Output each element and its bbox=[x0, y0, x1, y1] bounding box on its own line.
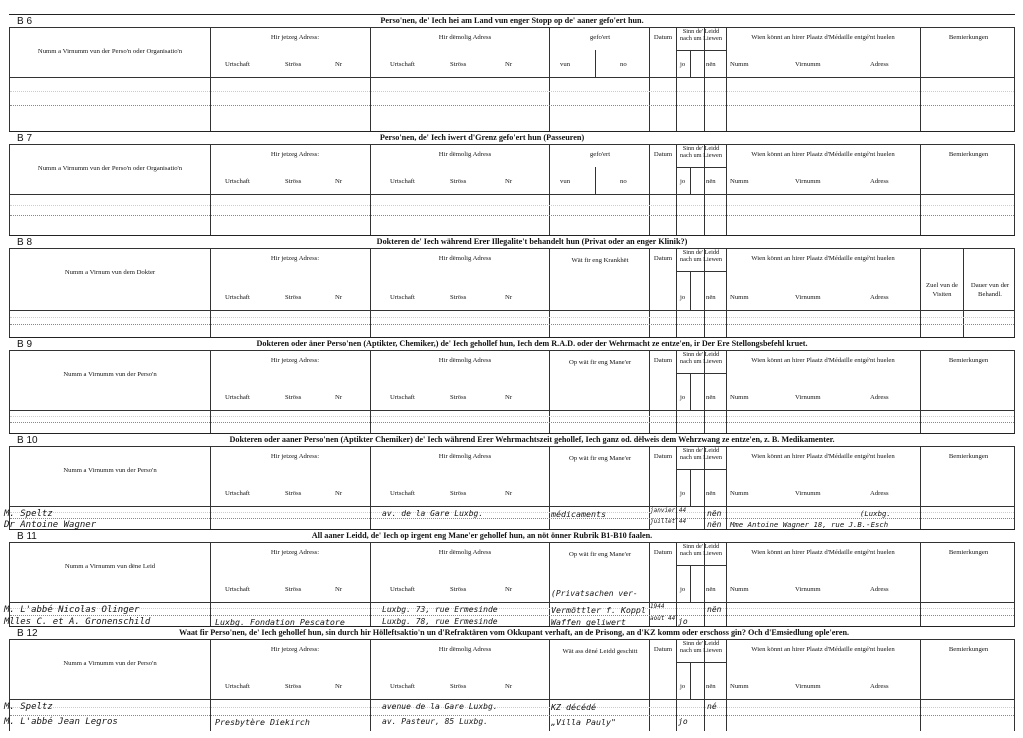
column-4b-label: no bbox=[620, 61, 627, 68]
entry-current-address: Presbytère Diekirch bbox=[215, 717, 310, 727]
nen-label: nën bbox=[706, 490, 716, 497]
datum-label: Datum bbox=[653, 151, 673, 158]
header-sub-rule bbox=[676, 469, 726, 470]
jo-label: jo bbox=[680, 394, 686, 401]
section-title: Perso'nen, de' Iech hei am Land vun enger Stopp op de' aaner gefo'ert hun. bbox=[380, 16, 644, 25]
entry-name: Dr Antoine Wagner bbox=[4, 520, 97, 530]
section-title: Perso'nen, de' Iech iwert d'Grenz gefo'ert hun (Passeuren) bbox=[379, 133, 585, 142]
address-then-label: Hir dëmolig Adress bbox=[438, 255, 492, 262]
datum-label: Datum bbox=[653, 357, 673, 364]
entry-medal-recipient: (Luxbg. bbox=[860, 509, 891, 518]
address-now-label: Hir jetzeg Adress: bbox=[270, 646, 320, 653]
section-title: All aaner Leidd, de' Iech op irgent eng Mane'er gehollef hun, an nöt önner Rubrik B1-B10 faalen. bbox=[311, 531, 653, 540]
section-b9 bbox=[9, 337, 1015, 434]
row-line bbox=[10, 324, 1014, 325]
address-now-c: Nr bbox=[335, 683, 343, 690]
address-then-c: Nr bbox=[505, 294, 513, 301]
entry-name: M. Speltz bbox=[4, 509, 53, 519]
column-rule bbox=[370, 640, 371, 731]
address-now-label: Hir jetzeg Adress: bbox=[270, 34, 320, 41]
section-code: B 11 bbox=[17, 531, 37, 542]
address-then-b: Ströss bbox=[450, 294, 467, 301]
medal-recipient-label: Wien könnt an hirer Plaatz d'Médaille entgé'nt huelen bbox=[751, 646, 895, 653]
row-line bbox=[10, 615, 1014, 616]
section-table bbox=[4, 446, 1015, 530]
column-rule bbox=[210, 640, 211, 731]
recipient-name-label: Numm bbox=[730, 61, 749, 68]
address-then-label: Hir dëmolig Adress bbox=[438, 34, 492, 41]
section-table bbox=[4, 639, 1015, 731]
address-then-c: Nr bbox=[505, 394, 513, 401]
jo-nen-divider bbox=[690, 271, 691, 310]
remarks-label: Bemierkungen bbox=[948, 34, 989, 41]
recipient-firstname-label: Virnumm bbox=[795, 61, 821, 68]
jo-label: jo bbox=[680, 294, 686, 301]
column-rule bbox=[676, 28, 677, 132]
address-then-b: Ströss bbox=[450, 394, 467, 401]
header-sub-rule bbox=[676, 271, 726, 272]
address-now-label: Hir jetzeg Adress: bbox=[270, 549, 320, 556]
address-then-b: Ströss bbox=[450, 490, 467, 497]
address-then-b: Ströss bbox=[450, 178, 467, 185]
column-rule bbox=[726, 28, 727, 132]
entry-date: juillet 44 bbox=[650, 518, 687, 525]
address-now-c: Nr bbox=[335, 586, 343, 593]
address-now-c: Nr bbox=[335, 394, 343, 401]
row-line bbox=[10, 91, 1014, 92]
address-now-b: Ströss bbox=[285, 294, 302, 301]
address-now-b: Ströss bbox=[285, 683, 302, 690]
address-then-c: Nr bbox=[505, 61, 513, 68]
column-4-label: Op wät fir eng Mane'er bbox=[568, 359, 632, 366]
remarks-label: Bemierkungen bbox=[948, 151, 989, 158]
entry-jo: jo bbox=[678, 717, 688, 726]
jo-nen-divider bbox=[690, 565, 691, 602]
column-4-label: Op wät fir eng Mane'er bbox=[568, 455, 632, 462]
recipient-name-label: Numm bbox=[730, 394, 749, 401]
column-name-label: Numm a Virnum vun dem Dokter bbox=[64, 269, 156, 276]
recipient-name-label: Numm bbox=[730, 178, 749, 185]
address-now-a: Urtschaft bbox=[225, 178, 250, 185]
section-title: Dokteren oder äner Perso'nen (Aptikter, Chemiker,) de' Iech gehollef hun, Iech dem R.A.D. oder der Wehrmacht ze entze'en, ir Der Ere Stellongsbefehl kruet. bbox=[256, 339, 808, 348]
column-rule bbox=[210, 28, 211, 132]
column-4-label: Wät ass dëné Leidd geschitt bbox=[562, 648, 638, 655]
header-sub-rule bbox=[676, 50, 726, 51]
column-name-label: Numm a Virnumm vun der Perso'n bbox=[63, 467, 157, 474]
jo-label: jo bbox=[680, 683, 686, 690]
address-now-c: Nr bbox=[335, 178, 343, 185]
column-4b-label: no bbox=[620, 178, 627, 185]
recipient-address-label: Adress bbox=[870, 294, 889, 301]
alive-label: Sinn de' Leidd nach um Liewen bbox=[680, 249, 722, 264]
jo-label: jo bbox=[680, 61, 686, 68]
row-line bbox=[10, 422, 1014, 423]
section-table bbox=[9, 350, 1015, 434]
address-now-label: Hir jetzeg Adress: bbox=[270, 151, 320, 158]
address-then-c: Nr bbox=[505, 586, 513, 593]
address-now-a: Urtschaft bbox=[225, 683, 250, 690]
recipient-firstname-label: Virnumm bbox=[795, 586, 821, 593]
recipient-firstname-label: Virnumm bbox=[795, 178, 821, 185]
nen-label: nën bbox=[706, 394, 716, 401]
address-now-c: Nr bbox=[335, 294, 343, 301]
entry-medal-recipient: Mme Antoine Wagner 18, rue J.B.-Esch bbox=[730, 520, 889, 529]
column-4-label: Wät fir eng Krankhët bbox=[571, 257, 629, 264]
address-then-b: Ströss bbox=[450, 61, 467, 68]
section-code: B 6 bbox=[17, 16, 33, 27]
entry-current-address: Luxbg. Fondation Pescatore bbox=[215, 617, 345, 627]
recipient-name-label: Numm bbox=[730, 683, 749, 690]
recipient-firstname-label: Virnumm bbox=[795, 294, 821, 301]
nen-label: nën bbox=[706, 178, 716, 185]
row-line bbox=[10, 205, 1014, 206]
recipient-address-label: Adress bbox=[870, 394, 889, 401]
address-then-label: Hir dëmolig Adress bbox=[438, 549, 492, 556]
entry-how: Waffen geliwert bbox=[551, 617, 626, 627]
column-rule bbox=[210, 145, 211, 236]
address-now-label: Hir jetzeg Adress: bbox=[270, 453, 320, 460]
entry-how: médicaments bbox=[551, 509, 606, 519]
entry-former-address: Luxbg. 78, rue Ermesinde bbox=[382, 617, 498, 626]
header-sub-rule bbox=[676, 373, 726, 374]
header-rule bbox=[10, 194, 1014, 195]
address-then-label: Hir dëmolig Adress bbox=[438, 357, 492, 364]
section-code: B 7 bbox=[17, 133, 33, 144]
medal-recipient-label: Wien könnt an hirer Plaatz d'Médaille entgé'nt huelen bbox=[751, 549, 895, 556]
remarks-label: Bemierkungen bbox=[948, 549, 989, 556]
duration-label: Dauer vun der Behandl. bbox=[970, 282, 1010, 298]
entry-nen: nën bbox=[707, 605, 722, 614]
column-name-label: Numm a Virnumm vun der Perso'n oder Organisatio'n bbox=[37, 48, 183, 55]
header-rule bbox=[10, 699, 1014, 700]
column-name-label: Numm a Virnumm vun der Perso'n bbox=[63, 371, 157, 378]
column-name-label: Numm a Virnumm vun der Perso'n bbox=[63, 660, 157, 667]
row-line bbox=[10, 105, 1014, 106]
header-sub-rule bbox=[676, 662, 726, 663]
datum-label: Datum bbox=[653, 549, 673, 556]
recipient-address-label: Adress bbox=[870, 178, 889, 185]
entry-nen: né bbox=[707, 702, 717, 711]
entry-name: M. Speltz bbox=[4, 702, 53, 712]
column-rule bbox=[649, 28, 650, 132]
header-rule bbox=[10, 77, 1014, 78]
entry-name: Mlles C. et A. Gronenschild bbox=[4, 617, 151, 627]
column-4-label: gefo'ert bbox=[589, 34, 611, 41]
header-sub-rule bbox=[676, 565, 726, 566]
jo-nen-divider bbox=[690, 662, 691, 699]
address-then-b: Ströss bbox=[450, 586, 467, 593]
column-4a-label: vun bbox=[560, 178, 571, 185]
remarks-label: Bemierkungen bbox=[948, 646, 989, 653]
header-rule bbox=[10, 410, 1014, 411]
header-rule bbox=[10, 310, 1014, 311]
address-then-a: Urtschaft bbox=[390, 178, 415, 185]
recipient-address-label: Adress bbox=[870, 683, 889, 690]
alive-label: Sinn de' Leidd nach um Liewen bbox=[680, 351, 722, 366]
entry-how: KZ décédé bbox=[551, 702, 596, 712]
entry-nen: nën bbox=[707, 509, 722, 518]
remarks-label: Bemierkungen bbox=[948, 453, 989, 460]
section-table bbox=[4, 542, 1015, 627]
column-rule bbox=[920, 28, 921, 132]
recipient-address-label: Adress bbox=[870, 61, 889, 68]
section-b12 bbox=[4, 626, 1015, 731]
address-then-c: Nr bbox=[505, 490, 513, 497]
entry-name: M. L'abbé Nicolas Olinger bbox=[4, 605, 140, 615]
alive-label: Sinn de' Leidd nach um Liewen bbox=[680, 640, 722, 655]
address-now-a: Urtschaft bbox=[225, 490, 250, 497]
header-rule bbox=[10, 506, 1014, 507]
address-now-c: Nr bbox=[335, 61, 343, 68]
jo-nen-divider bbox=[690, 373, 691, 410]
column-4-divider bbox=[595, 50, 596, 77]
datum-label: Datum bbox=[653, 255, 673, 262]
section-b6 bbox=[9, 14, 1015, 132]
recipient-address-label: Adress bbox=[870, 490, 889, 497]
entry-date: 1944 bbox=[650, 603, 665, 610]
visits-label: Zuel vun de Visiten bbox=[926, 282, 958, 298]
datum-label: Datum bbox=[653, 646, 673, 653]
entry-how-header-note: (Privatsachen ver- bbox=[551, 589, 638, 598]
address-now-a: Urtschaft bbox=[225, 61, 250, 68]
medal-recipient-label: Wien könnt an hirer Plaatz d'Médaille entgé'nt huelen bbox=[751, 34, 895, 41]
section-table bbox=[9, 248, 1015, 338]
address-then-label: Hir dëmolig Adress bbox=[438, 646, 492, 653]
address-now-b: Ströss bbox=[285, 586, 302, 593]
row-line bbox=[10, 608, 1014, 609]
address-then-a: Urtschaft bbox=[390, 294, 415, 301]
recipient-firstname-label: Virnumm bbox=[795, 683, 821, 690]
row-line bbox=[10, 707, 1014, 708]
address-then-label: Hir dëmolig Adress bbox=[438, 453, 492, 460]
column-4-label: gefo'ert bbox=[589, 151, 611, 158]
nen-label: nën bbox=[706, 294, 716, 301]
medal-recipient-label: Wien könnt an hirer Plaatz d'Médaille entgé'nt huelen bbox=[751, 255, 895, 262]
nen-label: nën bbox=[706, 683, 716, 690]
section-b7 bbox=[9, 131, 1015, 236]
entry-former-address: avenue de la Gare Luxbg. bbox=[382, 702, 498, 711]
section-b10 bbox=[4, 433, 1015, 530]
address-then-a: Urtschaft bbox=[390, 394, 415, 401]
jo-nen-divider bbox=[690, 50, 691, 77]
alive-label: Sinn de' Leidd nach um Liewen bbox=[680, 543, 722, 558]
row-line bbox=[10, 215, 1014, 216]
address-then-a: Urtschaft bbox=[390, 586, 415, 593]
row-line bbox=[10, 317, 1014, 318]
recipient-name-label: Numm bbox=[730, 490, 749, 497]
alive-label: Sinn de' Leidd nach um Liewen bbox=[680, 28, 722, 43]
recipient-address-label: Adress bbox=[870, 586, 889, 593]
row-line bbox=[10, 715, 1014, 716]
row-line bbox=[10, 416, 1014, 417]
column-4-divider bbox=[595, 167, 596, 194]
address-now-label: Hir jetzeg Adress: bbox=[270, 357, 320, 364]
section-code: B 9 bbox=[17, 339, 33, 350]
address-now-b: Ströss bbox=[285, 394, 302, 401]
section-b8 bbox=[9, 235, 1015, 338]
address-now-b: Ströss bbox=[285, 61, 302, 68]
column-rule bbox=[549, 28, 550, 132]
medal-recipient-label: Wien könnt an hirer Plaatz d'Médaille entgé'nt huelen bbox=[751, 453, 895, 460]
section-table bbox=[9, 27, 1015, 132]
section-code: B 12 bbox=[17, 628, 38, 639]
entry-nen: nën bbox=[707, 520, 722, 529]
section-code: B 8 bbox=[17, 237, 33, 248]
address-then-a: Urtschaft bbox=[390, 683, 415, 690]
address-then-c: Nr bbox=[505, 178, 513, 185]
address-then-b: Ströss bbox=[450, 683, 467, 690]
column-rule bbox=[370, 28, 371, 132]
column-rule bbox=[370, 145, 371, 236]
recipient-firstname-label: Virnumm bbox=[795, 490, 821, 497]
entry-former-address: av. de la Gare Luxbg. bbox=[382, 509, 484, 518]
column-4-label: Op wät fir eng Mane'er bbox=[568, 551, 632, 558]
jo-nen-divider bbox=[690, 469, 691, 506]
address-now-a: Urtschaft bbox=[225, 394, 250, 401]
alive-label: Sinn de' Leidd nach um Liewen bbox=[680, 447, 722, 462]
section-table bbox=[9, 144, 1015, 236]
column-4a-label: vun bbox=[560, 61, 571, 68]
header-sub-rule bbox=[676, 167, 726, 168]
address-now-c: Nr bbox=[335, 490, 343, 497]
recipient-name-label: Numm bbox=[730, 294, 749, 301]
address-then-c: Nr bbox=[505, 683, 513, 690]
address-now-a: Urtschaft bbox=[225, 586, 250, 593]
jo-label: jo bbox=[680, 490, 686, 497]
entry-name: M. L'abbé Jean Legros bbox=[4, 717, 118, 727]
address-now-label: Hir jetzeg Adress: bbox=[270, 255, 320, 262]
address-then-a: Urtschaft bbox=[390, 490, 415, 497]
entry-date: janvier 44 bbox=[650, 507, 687, 514]
datum-label: Datum bbox=[653, 453, 673, 460]
address-then-a: Urtschaft bbox=[390, 61, 415, 68]
section-code: B 10 bbox=[17, 435, 38, 446]
column-name-label: Numm a Virnumm vun dëne Leid bbox=[64, 563, 156, 570]
jo-nen-divider bbox=[690, 167, 691, 194]
address-then-label: Hir dëmolig Adress bbox=[438, 151, 492, 158]
medal-recipient-label: Wien könnt an hirer Plaatz d'Médaille entgé'nt huelen bbox=[751, 357, 895, 364]
header-rule bbox=[10, 602, 1014, 603]
recipient-firstname-label: Virnumm bbox=[795, 394, 821, 401]
alive-label: Sinn de' Leidd nach um Liewen bbox=[680, 145, 722, 160]
datum-label: Datum bbox=[653, 34, 673, 41]
entry-how: „Villa Pauly" bbox=[551, 717, 616, 727]
medal-recipient-label: Wien könnt an hirer Plaatz d'Médaille entgé'nt huelen bbox=[751, 151, 895, 158]
entry-how: Vermöttler f. Koppl bbox=[551, 605, 646, 615]
entry-jo: jo bbox=[678, 617, 688, 626]
nen-label: nën bbox=[706, 586, 716, 593]
entry-former-address: av. Pasteur, 85 Luxbg. bbox=[382, 717, 488, 726]
column-name-label: Numm a Virnumm vun der Perso'n oder Organisatio'n bbox=[37, 165, 183, 172]
remarks-label: Bemierkungen bbox=[948, 357, 989, 364]
entry-former-address: Luxbg. 73, rue Ermesinde bbox=[382, 605, 498, 614]
section-title: Dokteren oder aaner Perso'nen (Aptikter Chemiker) de' Iech während Erer Wehrmachtszeit gehollef, Iech ganz od. dëlweis dem Wehrzwang ze entze'en, z. B. Medikamenter. bbox=[229, 435, 835, 444]
jo-label: jo bbox=[680, 178, 686, 185]
address-now-b: Ströss bbox=[285, 490, 302, 497]
section-b11 bbox=[4, 529, 1015, 627]
jo-label: jo bbox=[680, 586, 686, 593]
address-now-b: Ströss bbox=[285, 178, 302, 185]
row-line bbox=[10, 518, 1014, 519]
section-title: Waat fir Perso'nen, de' Iech gehollef hun, sin durch hir Hölleftsaktio'n un d'Refraktären vom Okkupant verhaft, an de Prisong, an d'KZ komm oder erschoss gin? Och d'Emsiedlung ople'eren. bbox=[179, 628, 850, 637]
entry-date: août 44 bbox=[650, 615, 676, 622]
column-rule bbox=[704, 28, 705, 132]
address-now-a: Urtschaft bbox=[225, 294, 250, 301]
nen-label: nën bbox=[706, 61, 716, 68]
recipient-name-label: Numm bbox=[730, 586, 749, 593]
section-title: Dokteren de' Iech während Erer Illegalite't behandelt hun (Privat oder an enger Klinik?) bbox=[376, 237, 688, 246]
